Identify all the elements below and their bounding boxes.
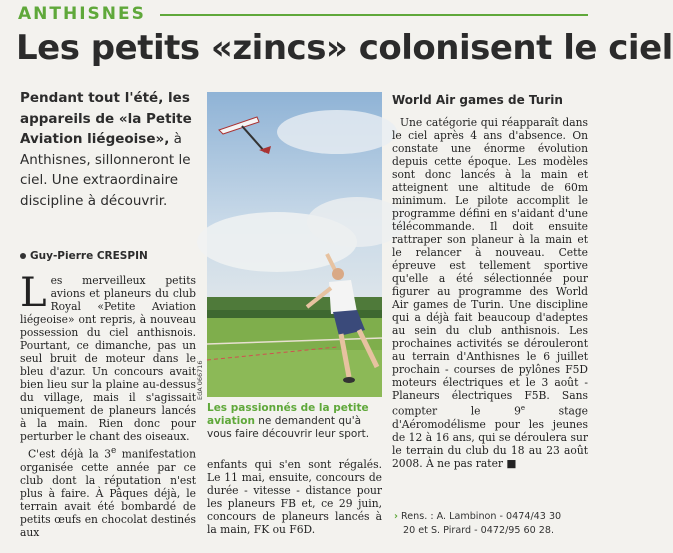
paragraph-1: es merveilleux petits avions et planeurs du club Royal «Petite Aviation liégeoise» ont repris, à nouveau possession du ciel anthisnois. Pourtant, ce dimanche, pas un seul bruit de moteur dans le bleu d'azur. Un concours avait bien lieu sur la plaine au-dessus du village, mais il s'agissait uniquement de planeurs lancés à la main. Rien donc pour perturber le chant des oiseaux.: [20, 274, 196, 443]
section-label: ANTHISNES: [18, 4, 146, 24]
lede-rest: à Anthisnes, sillonneront le ciel. Une extraordinaire discipline à découvrir.: [20, 131, 191, 209]
article-column-2: [207, 458, 382, 536]
contact-line-1: Rens. : A. Lambinon - 0474/43 30: [401, 511, 562, 522]
section-divider: [160, 14, 588, 16]
bullet-icon: [20, 253, 26, 259]
photo: [207, 92, 382, 397]
paragraph-3: enfants qui s'en sont régalés. Le 11 mai, ensuite, concours de durée - vitesse - distance pour les planeurs FB et, ce 29 juin, concours de planeurs lancés à la main, FK ou F6D.: [207, 458, 382, 536]
superscript: e: [111, 446, 117, 456]
caption-bold: Les passionnés de la petite aviation: [207, 402, 369, 427]
lede: [20, 88, 195, 211]
contact-line-2: 20 et S. Pirard - 0472/95 60 28.: [403, 525, 555, 536]
byline-author: Guy-Pierre CRESPIN: [30, 250, 148, 262]
sidebar-title: World Air games de Turin: [392, 93, 563, 107]
arrow-icon: ›: [394, 511, 398, 522]
article-column-3: [392, 116, 588, 470]
caption-rest: ne demandent qu'à vous faire découvrir leur sport.: [207, 415, 370, 440]
photo-credit: EdA 066716: [196, 360, 204, 400]
headline: Les petits «zincs» colonisent le ciel: [16, 28, 673, 68]
article-column-1: [20, 270, 196, 539]
lede-bold: Pendant tout l'été, les appareils de «la Petite Aviation liégeoise»,: [20, 90, 192, 147]
superscript: e: [520, 404, 526, 412]
photo-caption: [207, 402, 382, 441]
paragraph-2-start: C'est déjà la 3: [28, 447, 111, 461]
byline: [20, 250, 148, 262]
paragraph-4-start: Une catégorie qui réapparaît dans le ciel après 4 ans d'absence. On constate une énorme évolution depuis cette époque. Les modèles sont donc lancés à la main et atteignent une altitude de 60m minimum. Le pilote accomplit le programme défini en s'aidant d'une télécommande. Il doit ensuite rattraper son planeur à la main et le relancer à nouveau. Cette épreuve est tellement sportive qu'elle a été sélectionnée pour figurer au programme des World Air games de Turin. Une discipline qui a déjà fait beaucoup d'adeptes au sein du club anthisnois. Les prochaines activités se dérouleront au terrain d'Anthisnes le 6 juillet prochain - courses de pylônes F5D moteurs électriques et le 3 août - Planeurs électriques F5B. Sans compter le 9: [392, 116, 588, 418]
paragraph-2-end: manifestation organisée cette année par ce club dont la réputation n'est plus à faire. À Pâques déjà, le terrain avait été bombardé de petits œufs en chocolat destinés aux: [20, 447, 196, 539]
paragraph-4-end: stage d'Aéromodélisme pour les jeunes de 12 à 16 ans, qui se déroulera sur le terrain du club du 18 au 23 août 2008. À ne pas rater ■: [392, 404, 588, 470]
contact-info: [394, 510, 594, 538]
paragraph-2: [20, 445, 196, 539]
drop-cap: L: [20, 270, 47, 316]
photo-illustration: [207, 92, 382, 397]
paragraph-4: [392, 116, 588, 470]
